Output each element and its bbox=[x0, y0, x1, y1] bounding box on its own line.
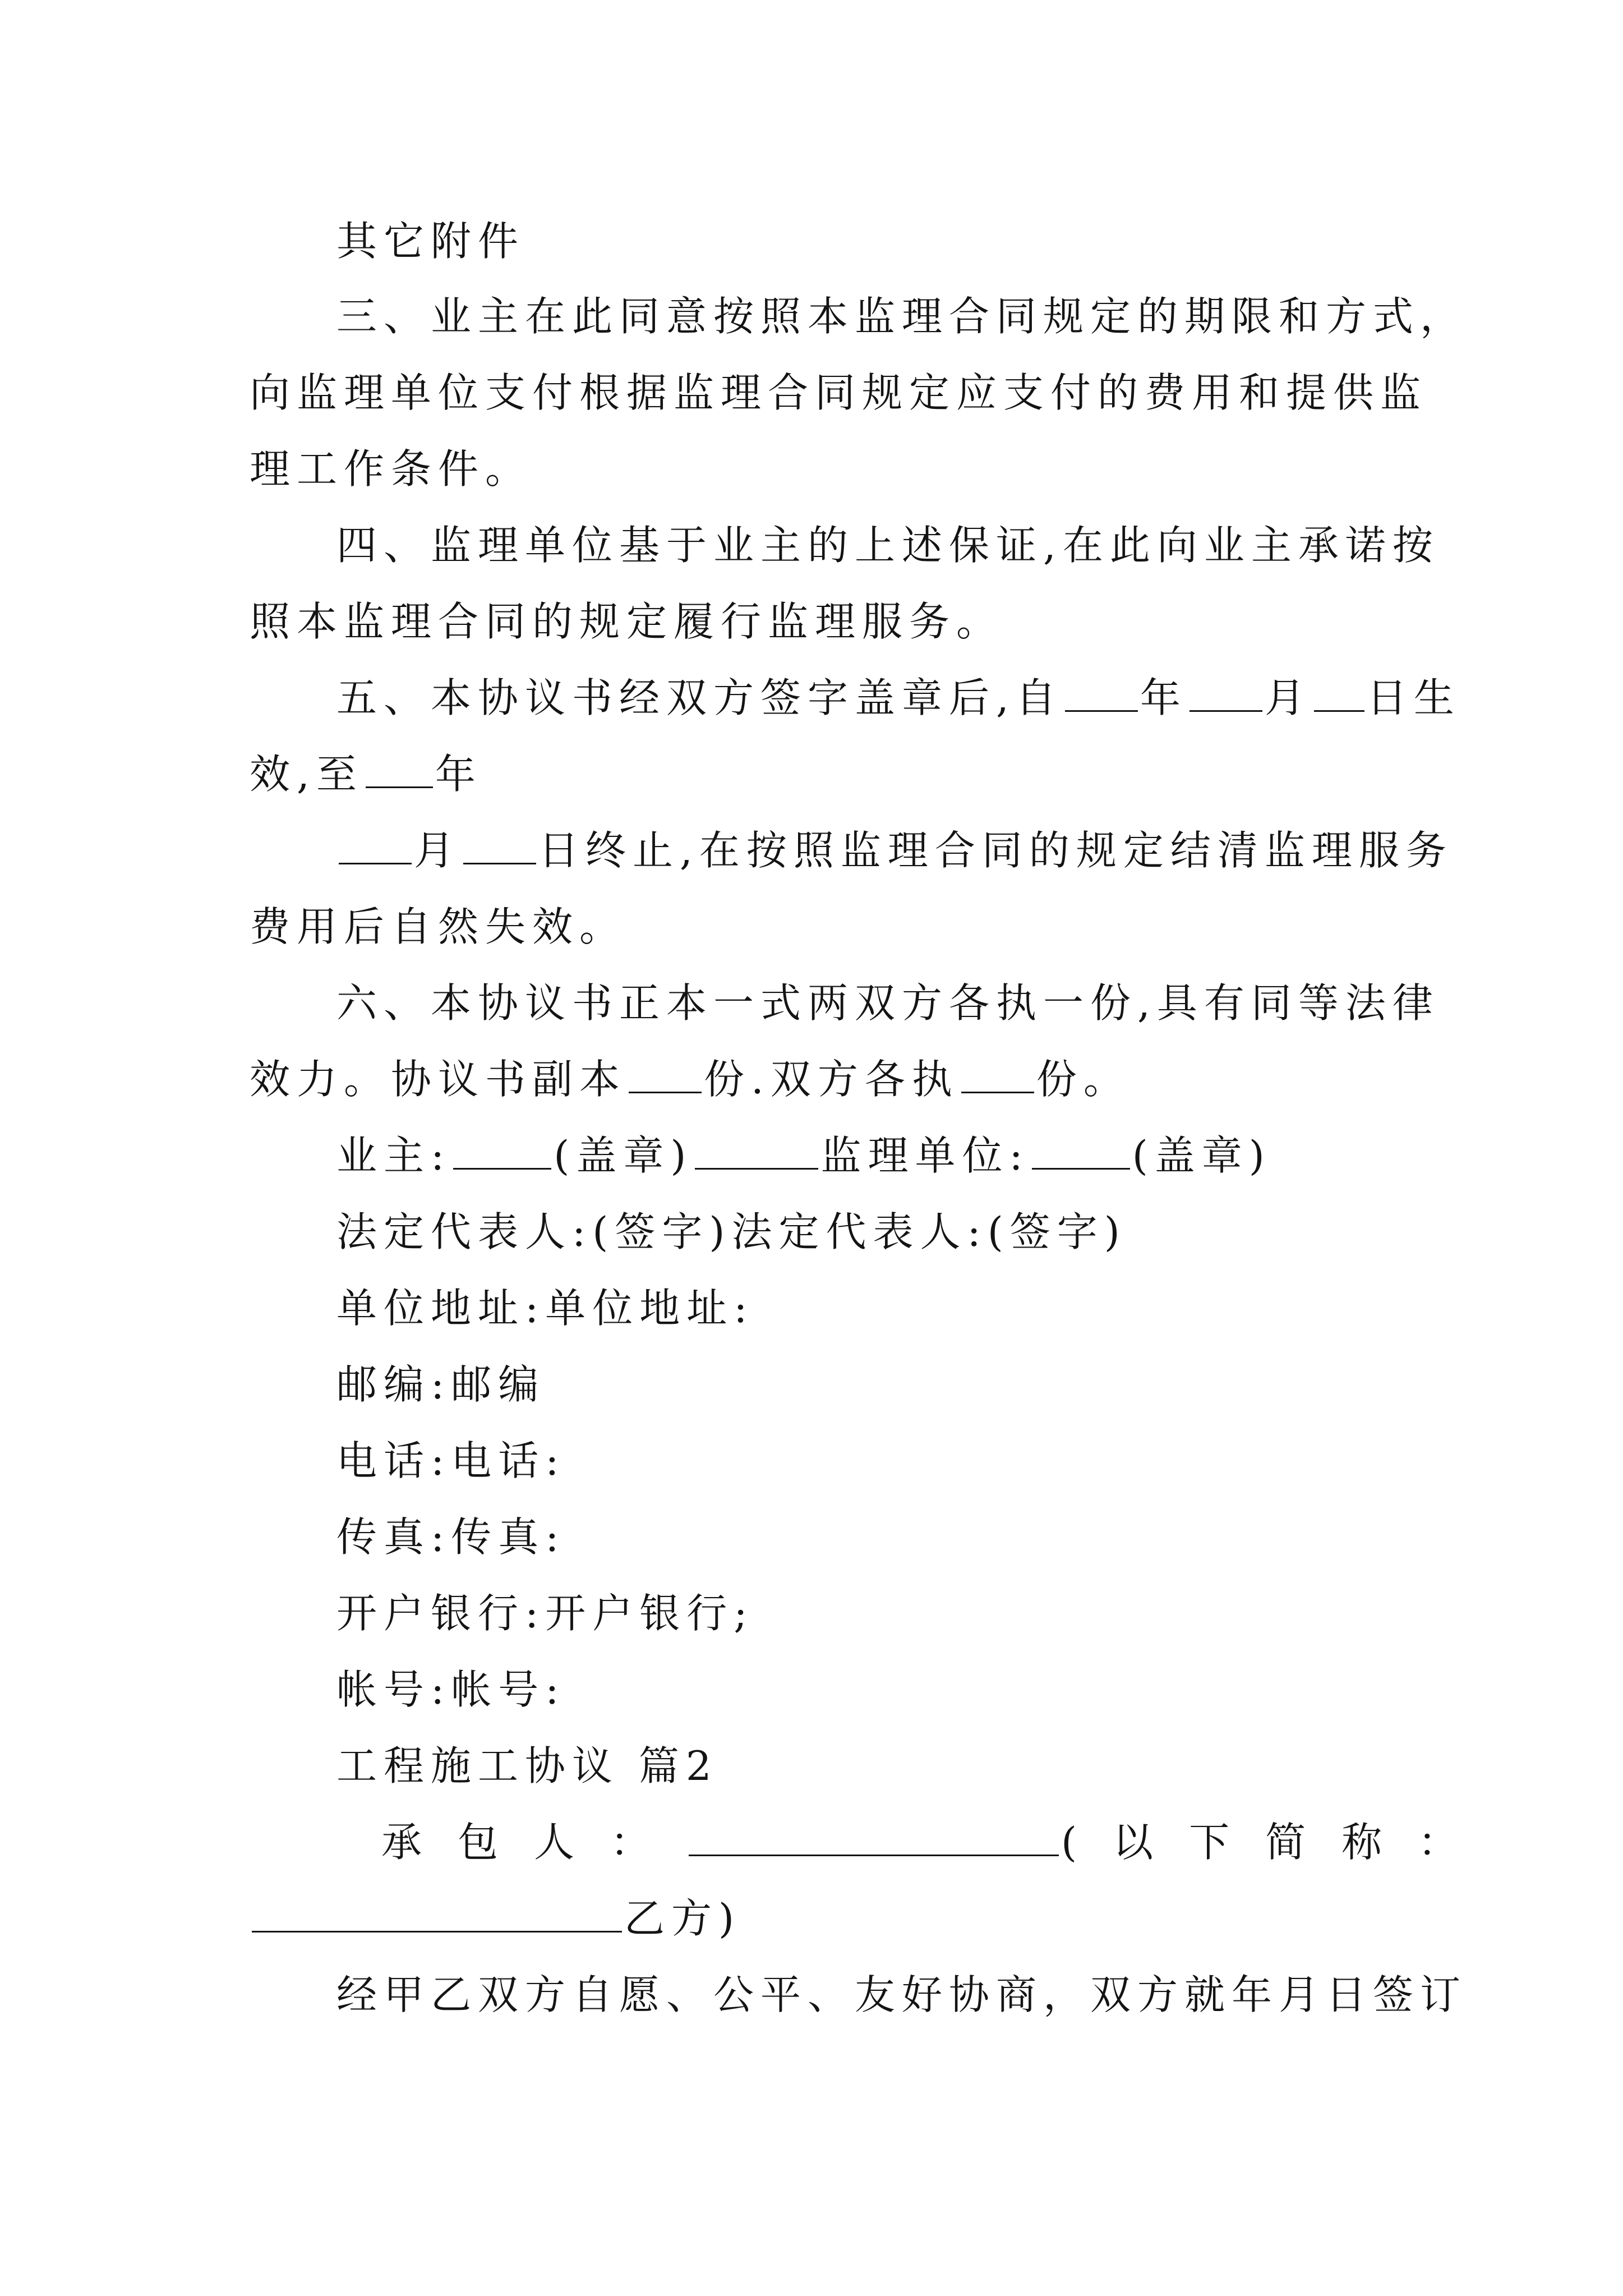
text-segment: 年 bbox=[435, 751, 482, 798]
text-segment: 五、本协议书经双方签字盖章后,自 bbox=[336, 674, 1063, 721]
text-line bbox=[381, 1814, 1494, 1870]
text-segment: 年 bbox=[1140, 674, 1187, 721]
owner-label: 业主: bbox=[336, 1132, 451, 1179]
text-segment: 月 bbox=[414, 827, 462, 874]
text-line: 三、业主在此同意按照本监理合同规定的期限和方式， bbox=[336, 293, 1468, 340]
text-segment: 乙方) bbox=[624, 1895, 741, 1942]
text-line: 帐号:帐号: bbox=[336, 1666, 566, 1713]
text-line: 费用后自然失效。 bbox=[250, 903, 627, 950]
text-segment: 承包人： bbox=[381, 1819, 687, 1866]
text-segment: 月 bbox=[1264, 674, 1312, 721]
text-segment: 日终止,在按照监理合同的规定结清监理服务 bbox=[538, 827, 1453, 874]
text-line: 邮编:邮编 bbox=[336, 1361, 546, 1408]
text-line: 六、本协议书正本一式两双方各执一份,具有同等法律 bbox=[336, 979, 1440, 1027]
fill-blank bbox=[1065, 675, 1138, 712]
text-line: 单位地址:单位地址: bbox=[336, 1285, 754, 1332]
text-line bbox=[250, 746, 482, 802]
text-line: 开户银行:开户银行; bbox=[336, 1590, 754, 1637]
fill-blank bbox=[366, 752, 433, 788]
text-segment: (以下简称： bbox=[1061, 1819, 1495, 1866]
fill-blank bbox=[695, 1133, 818, 1170]
text-segment: 效,至 bbox=[250, 751, 363, 798]
fill-blank bbox=[961, 1057, 1034, 1093]
text-line: 理工作条件。 bbox=[250, 445, 533, 493]
fill-blank bbox=[1314, 675, 1364, 712]
text-line bbox=[336, 822, 1453, 878]
text-segment: 份.双方各执 bbox=[704, 1056, 959, 1103]
text-line: 照本监理合同的规定履行监理服务。 bbox=[250, 598, 1004, 645]
text-line: 传真:传真: bbox=[336, 1513, 566, 1561]
text-line: 经甲乙双方自愿、公平、友好协商，双方就年月日签订 bbox=[336, 1971, 1468, 2018]
fill-blank bbox=[463, 828, 536, 864]
text-line bbox=[336, 670, 1461, 726]
text-line bbox=[250, 1890, 741, 1947]
fill-blank bbox=[453, 1133, 551, 1170]
seal-label: (盖章) bbox=[1132, 1132, 1271, 1179]
fill-blank bbox=[1032, 1133, 1130, 1170]
text-line: 其它附件 bbox=[336, 218, 525, 265]
text-segment: 日生 bbox=[1366, 674, 1461, 721]
text-line: 向监理单位支付根据监理合同规定应支付的费用和提供监 bbox=[250, 369, 1428, 416]
text-line bbox=[250, 1051, 1131, 1107]
fill-blank bbox=[252, 1896, 622, 1932]
fill-blank bbox=[689, 1820, 1059, 1856]
fill-blank bbox=[339, 828, 412, 864]
fill-blank bbox=[629, 1057, 702, 1093]
supervisor-label: 监理单位: bbox=[820, 1132, 1030, 1179]
text-segment: 份。 bbox=[1036, 1056, 1131, 1103]
fill-blank bbox=[1189, 675, 1262, 712]
signature-line bbox=[336, 1128, 1271, 1184]
text-line: 电话:电话: bbox=[336, 1437, 566, 1484]
text-segment: 效力。协议书副本 bbox=[250, 1056, 627, 1103]
seal-label: (盖章) bbox=[554, 1132, 693, 1179]
text-line: 法定代表人:(签字)法定代表人:(签字) bbox=[336, 1208, 1127, 1255]
section-heading: 工程施工协议 篇2 bbox=[336, 1742, 718, 1789]
text-line: 四、监理单位基于业主的上述保证,在此向业主承诺按 bbox=[336, 522, 1440, 569]
